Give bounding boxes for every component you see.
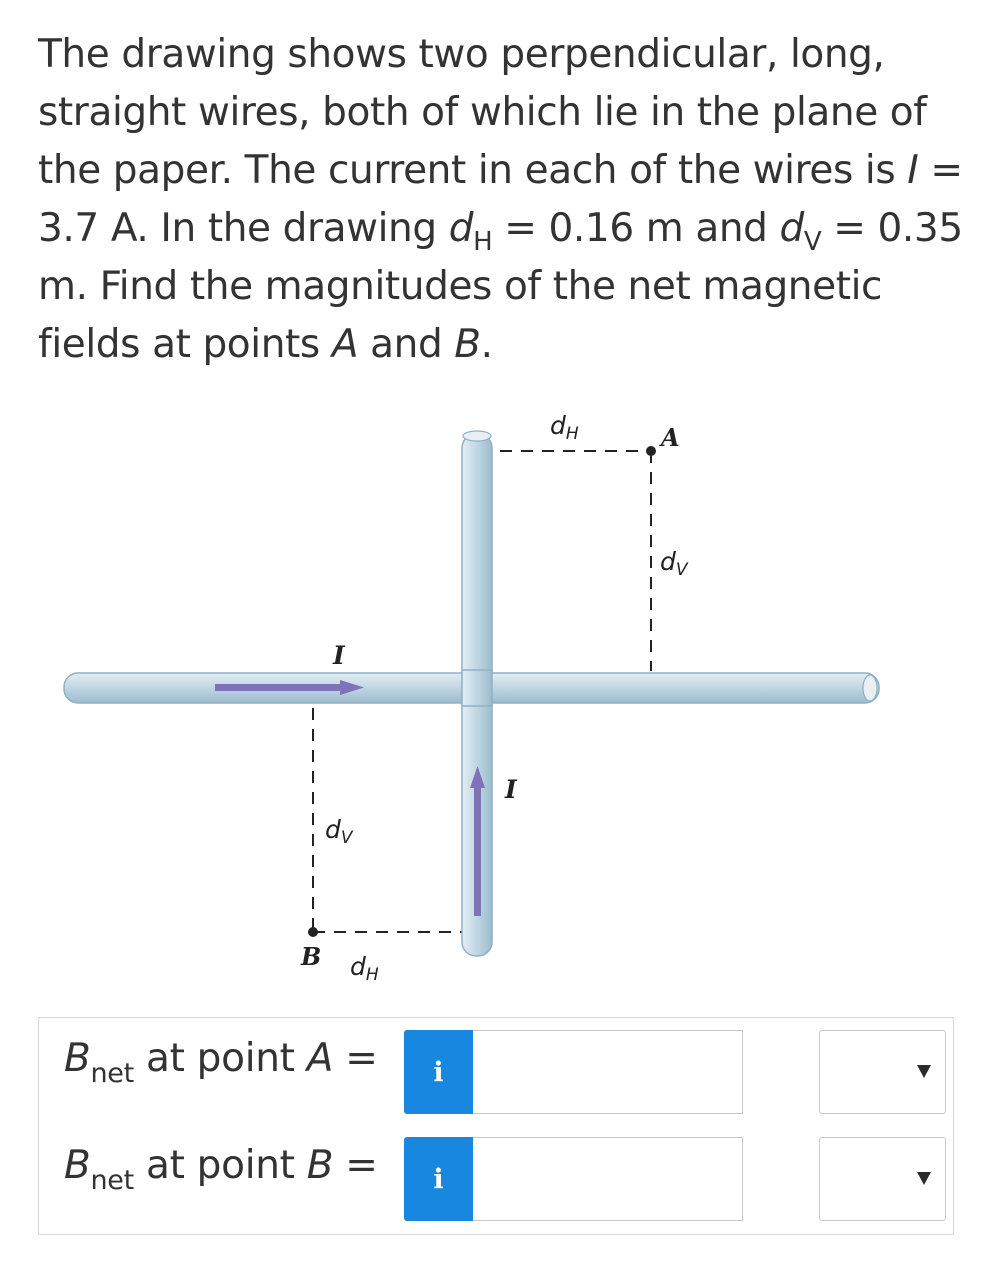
dV-bottom-label: $d_V$	[325, 815, 353, 848]
dH-bottom-label: $d_H$	[350, 952, 379, 985]
answer-label-B	[64, 1143, 378, 1196]
problem-text-2: = 3.7 A. In the drawing	[38, 148, 963, 251]
answer-label-A	[64, 1036, 378, 1089]
bnet-B-unit-select[interactable]	[819, 1137, 946, 1221]
bnet-A-value-input[interactable]	[473, 1030, 743, 1114]
dH-top-label: $d_H$	[550, 411, 579, 444]
point-symbol: A	[306, 1036, 334, 1081]
bnet-B-value-input[interactable]	[473, 1137, 743, 1221]
dropdown-caret-icon	[917, 1172, 931, 1185]
dropdown-caret-icon	[917, 1065, 931, 1078]
point-A-symbol: A	[331, 322, 359, 367]
problem-text-6: .	[480, 322, 493, 367]
point-B-symbol: B	[454, 322, 481, 367]
answer-row-B	[39, 1125, 953, 1211]
label-text: at point	[133, 1036, 307, 1081]
point-symbol: B	[306, 1143, 334, 1188]
net-subscript: net	[90, 1165, 134, 1196]
point-A-label: A	[661, 423, 680, 452]
point-B-dot	[308, 927, 318, 937]
dV-subscript: V	[803, 227, 822, 257]
problem-statement	[38, 26, 978, 374]
point-B-label: B	[301, 942, 322, 971]
info-icon[interactable]	[404, 1137, 473, 1221]
b-symbol: B	[64, 1143, 91, 1188]
dV-symbol: d	[779, 206, 804, 251]
problem-text-5: and	[358, 322, 455, 367]
wires-diagram	[0, 390, 1005, 1010]
label-text: at point	[133, 1143, 307, 1188]
equals-sign: =	[333, 1036, 378, 1081]
info-icon[interactable]	[404, 1030, 473, 1114]
problem-text-1: The drawing shows two perpendicular, long, straight wires, both of which lie in the plane of the paper. The current in each of the wires is	[38, 32, 927, 193]
current-label-vertical: I	[505, 775, 517, 804]
net-subscript: net	[90, 1058, 134, 1089]
b-symbol: B	[64, 1036, 91, 1081]
problem-text-3: = 0.16 m and	[492, 206, 780, 251]
current-label-horizontal: I	[333, 641, 345, 670]
answer-panel	[38, 1017, 954, 1235]
info-glyph: i	[433, 1163, 444, 1195]
answer-row-A	[39, 1018, 953, 1104]
equals-sign: =	[333, 1143, 378, 1188]
dV-top-label: $d_V$	[660, 547, 688, 580]
dH-symbol: d	[448, 206, 474, 251]
current-symbol: I	[907, 148, 919, 193]
bnet-A-unit-select[interactable]	[819, 1030, 946, 1114]
vertical-wire-crossing	[462, 670, 492, 706]
dH-subscript: H	[473, 227, 493, 257]
point-A-dot	[646, 446, 656, 456]
info-glyph: i	[433, 1056, 444, 1088]
problem-text-4: = 0.35 m. Find the magnitudes of the net magnetic fields at points	[38, 206, 963, 367]
